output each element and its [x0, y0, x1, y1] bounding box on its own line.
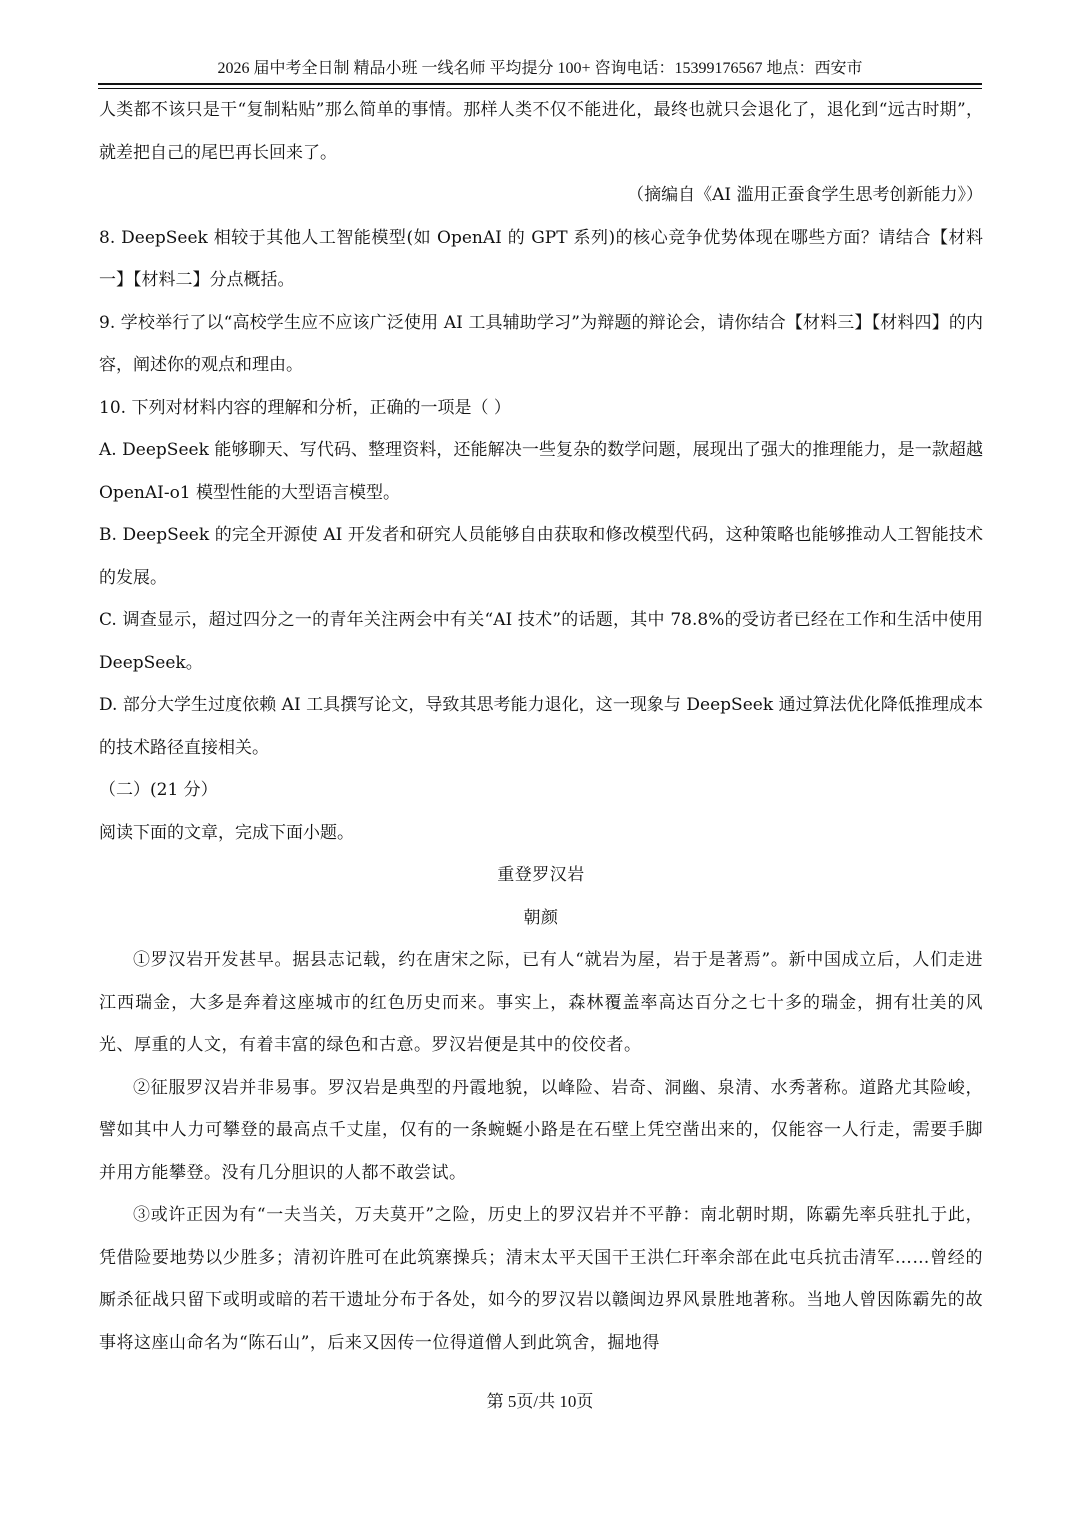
question-10: 10. 下列对材料内容的理解和分析，正确的一项是（ ） — [99, 397, 511, 418]
article-author: 朝颜 — [523, 907, 559, 928]
section-instruction: 阅读下面的文章，完成下面小题。 — [99, 822, 354, 843]
question-8: 8. DeepSeek 相较于其他人工智能模型(如 OpenAI 的 GPT 系列)的核心竞争优势体现在哪些方面？请结合【材料一】【材料二】分点概括。 — [99, 227, 983, 290]
article-title: 重登罗汉岩 — [497, 865, 585, 885]
page-content — [99, 89, 983, 1364]
page-header: 2026 届中考全日制 精品小班 一线名师 平均提分 100+ 咨询电话：15399176567 地点：西安市 — [217, 60, 863, 77]
option-a: A. DeepSeek 能够聊天、写代码、整理资料，还能解决一些复杂的数学问题，展现出了强大的推理能力，是一款超越 OpenAI-o1 模型性能的大型语言模型。 — [99, 440, 983, 503]
paragraph-tail: 人类都不该只是干“复制粘贴”那么简单的事情。那样人类不仅不能进化，最终也就只会退化了，退化到“远古时期”，就差把自己的尾巴再长回来了。 — [99, 100, 983, 163]
article-paragraph-2: ②征服罗汉岩并非易事。罗汉岩是典型的丹霞地貌，以峰险、岩奇、洞幽、泉清、水秀著称。道路尤其险峻，譬如其中人力可攀登的最高点千丈崖，仅有的一条蜿蜒小路是在石壁上凭空凿出来的，仅能容一人行走，需要手脚并用方能攀登。没有几分胆识的人都不敢尝试。 — [99, 1077, 983, 1183]
source-citation: （摘编自《AI 滥用正蚕食学生思考创新能力》） — [627, 185, 983, 205]
article-paragraph-1: ①罗汉岩开发甚早。据县志记载，约在唐宋之际，已有人“就岩为屋，岩于是著焉”。新中国成立后，人们走进江西瑞金，大多是奔着这座城市的红色历史而来。事实上，森林覆盖率高达百分之七十多的瑞金，拥有壮美的风光、厚重的人文，有着丰富的绿色和古意。罗汉岩便是其中的佼佼者。 — [99, 950, 983, 1055]
section-heading: （二）(21 分） — [99, 780, 218, 800]
option-b: B. DeepSeek 的完全开源使 AI 开发者和研究人员能够自由获取和修改模型代码，这种策略也能够推动人工智能技术的发展。 — [99, 525, 983, 588]
option-d: D. 部分大学生过度依赖 AI 工具撰写论文，导致其思考能力退化，这一现象与 DeepSeek 通过算法优化降低推理成本的技术路径直接相关。 — [99, 695, 983, 758]
option-c: C. 调查显示，超过四分之一的青年关注两会中有关“AI 技术”的话题，其中 78.8%的受访者已经在工作和生活中使用 DeepSeek。 — [99, 610, 983, 673]
page-number: 第 5页/共 10页 — [486, 1392, 594, 1411]
article-paragraph-3: ③或许正因为有“一夫当关，万夫莫开”之险，历史上的罗汉岩并不平静：南北朝时期，陈霸先率兵驻扎于此，凭借险要地势以少胜多；清初许胜可在此筑寨操兵；清末太平天国干王洪仁玕率余部在此屯兵抗击清军……曾经的厮杀征战只留下或明或暗的若干遗址分布于各处，如今的罗汉岩以赣闽边界风景胜地著称。当地人曾因陈霸先的故事将这座山命名为“陈石山”，后来又因传一位得道僧人到此筑舍，掘地得 — [99, 1205, 983, 1353]
header-rule-thick — [98, 83, 982, 85]
question-9: 9. 学校举行了以“高校学生应不应该广泛使用 AI 工具辅助学习”为辩题的辩论会，请你结合【材料三】【材料四】的内容，阐述你的观点和理由。 — [99, 312, 983, 375]
